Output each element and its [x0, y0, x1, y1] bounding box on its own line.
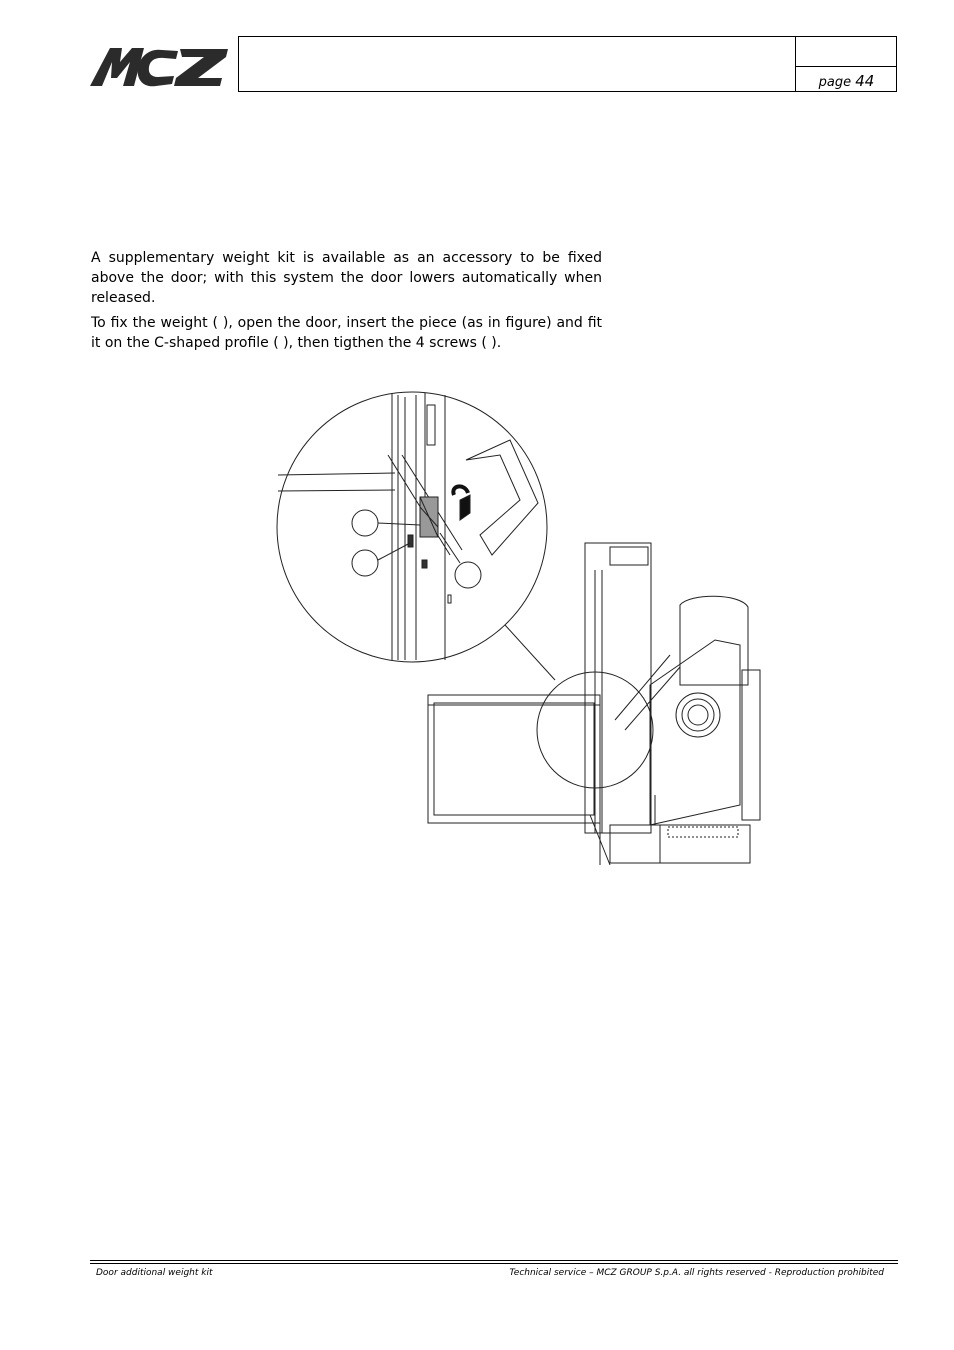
- detail-contents: [278, 393, 538, 660]
- mcz-logo: [90, 44, 230, 88]
- header-cell-divider: [796, 66, 897, 67]
- paragraph-intro: A supplementary weight kit is available as an accessory to be fixed above the door; with this system the door lowers automatically when released.: [91, 250, 602, 306]
- footer-copyright: Technical service – MCZ GROUP S.p.A. all rights reserved - Reproduction prohibited: [509, 1268, 884, 1278]
- door-weight-kit-figure: [270, 385, 770, 875]
- page-label: page: [818, 75, 852, 90]
- stove-body: [585, 543, 760, 865]
- footer-section-title: Door additional weight kit: [96, 1268, 213, 1278]
- header-page-cell: [795, 36, 897, 92]
- detail-zoom-circle: [277, 392, 547, 662]
- instruction-text: [91, 248, 602, 358]
- detail-leader-line: [505, 625, 555, 680]
- open-door: [428, 695, 600, 823]
- page-number: 44: [855, 72, 875, 90]
- footer-rule-bottom: [90, 1263, 898, 1264]
- footer-rule-top: [90, 1260, 898, 1261]
- paragraph-steps: To fix the weight ( ), open the door, insert the piece (as in figure) and fit it on the C-shaped profile ( ), then tigthen the 4 screws ( ).: [91, 315, 602, 351]
- page-indicator: [796, 72, 897, 90]
